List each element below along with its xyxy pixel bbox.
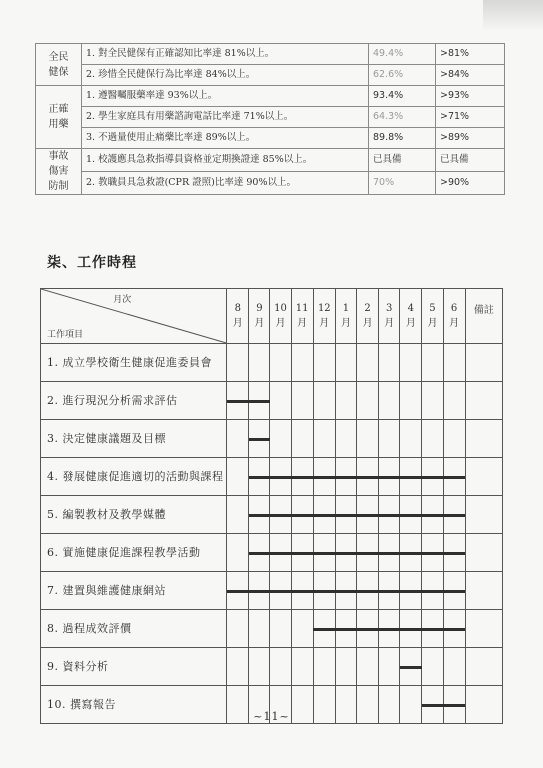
page-number: ~11~	[253, 710, 290, 723]
month-header	[379, 289, 400, 344]
month-header	[357, 289, 379, 344]
month-cell	[291, 648, 313, 686]
month-cell	[400, 420, 422, 458]
goal-row	[36, 44, 505, 65]
goal-target-value: >84%	[436, 65, 505, 86]
month-cell	[270, 382, 291, 420]
task-row	[41, 648, 503, 686]
schedule-header-row	[41, 289, 503, 344]
schedule-bar	[313, 628, 465, 631]
month-cell	[400, 382, 422, 420]
month-header-text: 月	[297, 318, 308, 329]
month-header-text: 10	[274, 303, 287, 314]
goal-item-text: 3. 不過量使用止痛藥比率達 89%以上。	[82, 128, 369, 149]
month-cell	[270, 610, 291, 648]
month-header-text: 月	[427, 318, 438, 329]
goal-category: 事故 傷害 防制	[36, 149, 82, 195]
month-cell	[291, 382, 313, 420]
month-cell	[313, 648, 335, 686]
month-cell	[227, 420, 249, 458]
month-cell	[335, 648, 356, 686]
month-cell	[443, 648, 465, 686]
month-header-text: 3	[386, 303, 393, 314]
task-label: 2. 進行現況分析需求評估	[41, 382, 227, 420]
month-header	[270, 289, 291, 344]
schedule-bar	[249, 514, 465, 517]
goal-row	[36, 65, 505, 86]
task-label: 5. 編製教材及教學媒體	[41, 496, 227, 534]
month-cell	[270, 648, 291, 686]
note-header: 備註	[465, 289, 502, 344]
goal-target-value: >89%	[436, 128, 505, 149]
corner-top-label: 月次	[113, 295, 132, 305]
month-header-text: 月	[340, 318, 351, 329]
month-cell	[291, 344, 313, 382]
month-cell	[379, 420, 400, 458]
month-header-text: 2	[364, 303, 371, 314]
month-cell	[357, 648, 379, 686]
month-cell	[291, 420, 313, 458]
corner-bottom-label: 工作項目	[47, 330, 84, 340]
goal-item-text: 1. 校護應具急救指導員資格並定期換證達 85%以上。	[82, 149, 369, 172]
goal-target-value: >71%	[436, 107, 505, 128]
month-cell	[335, 382, 356, 420]
month-header-text: 月	[405, 318, 416, 329]
task-row	[41, 382, 503, 420]
section-heading: 柒、工作時程	[47, 255, 137, 271]
month-cell	[422, 344, 443, 382]
note-cell	[465, 496, 502, 534]
month-header-text: 月	[254, 318, 265, 329]
goal-current-value: 64.3%	[369, 107, 436, 128]
goal-target-value: 已具備	[436, 149, 505, 172]
month-header-text: 12	[317, 303, 331, 314]
month-header-text: 月	[362, 318, 373, 329]
month-header	[249, 289, 270, 344]
goal-category: 正確 用藥	[36, 86, 82, 149]
schedule-bar	[249, 552, 465, 555]
goal-row	[36, 149, 505, 172]
schedule-bar	[422, 704, 465, 707]
month-cell	[249, 344, 270, 382]
month-header-text: 月	[449, 318, 460, 329]
month-cell	[422, 420, 443, 458]
month-header-text: 月	[319, 318, 330, 329]
month-cell	[227, 496, 249, 534]
task-label: 1. 成立學校衛生健康促進委員會	[41, 344, 227, 382]
month-header	[227, 289, 249, 344]
goal-category: 全民 健保	[36, 44, 82, 86]
goal-item-text: 1. 遵醫囑服藥率達 93%以上。	[82, 86, 369, 107]
goals-table	[35, 43, 505, 195]
task-label: 10. 撰寫報告	[41, 686, 227, 724]
goal-current-value: 已具備	[369, 149, 436, 172]
schedule-bar	[249, 476, 465, 479]
goal-current-value: 93.4%	[369, 86, 436, 107]
month-cell	[227, 458, 249, 496]
month-cell	[443, 344, 465, 382]
goal-current-value: 49.4%	[369, 44, 436, 65]
month-header-text: 8	[234, 303, 241, 314]
month-header-text: 5	[429, 303, 436, 314]
task-label: 3. 決定健康議題及目標	[41, 420, 227, 458]
month-cell	[335, 344, 356, 382]
note-cell	[465, 382, 502, 420]
month-header-text: 月	[275, 318, 286, 329]
month-cell	[227, 344, 249, 382]
schedule-bar	[400, 666, 422, 669]
month-header-text: 9	[256, 303, 263, 314]
month-cell	[227, 610, 249, 648]
month-cell	[422, 382, 443, 420]
goal-row	[36, 172, 505, 195]
month-header-text: 月	[232, 318, 243, 329]
task-label: 8. 過程成效評價	[41, 610, 227, 648]
note-cell	[465, 420, 502, 458]
month-header-text: 4	[407, 303, 415, 314]
scan-edge-shadow	[483, 0, 543, 32]
month-cell	[443, 382, 465, 420]
month-cell	[443, 420, 465, 458]
month-header	[313, 289, 335, 344]
month-cell	[227, 648, 249, 686]
task-row	[41, 344, 503, 382]
month-header	[400, 289, 422, 344]
goal-current-value: 89.8%	[369, 128, 436, 149]
goal-row	[36, 86, 505, 107]
note-cell	[465, 648, 502, 686]
month-header	[291, 289, 313, 344]
goal-item-text: 1. 對全民健保有正確認知比率達 81%以上。	[82, 44, 369, 65]
goal-current-value: 70%	[369, 172, 436, 195]
month-cell	[357, 344, 379, 382]
month-cell	[422, 648, 443, 686]
task-label: 6. 實施健康促進課程教學活動	[41, 534, 227, 572]
month-cell	[227, 534, 249, 572]
schedule-bar	[227, 400, 270, 403]
month-header	[335, 289, 356, 344]
month-cell	[270, 344, 291, 382]
month-cell	[357, 382, 379, 420]
month-cell	[270, 420, 291, 458]
month-cell	[335, 420, 356, 458]
month-header-text: 11	[295, 303, 309, 314]
schedule-bar	[227, 590, 465, 593]
goal-row	[36, 107, 505, 128]
note-cell	[465, 534, 502, 572]
month-cell	[379, 648, 400, 686]
goal-item-text: 2. 珍惜全民健保行為比率達 84%以上。	[82, 65, 369, 86]
schedule-table	[40, 288, 503, 724]
month-cell	[291, 610, 313, 648]
month-cell	[313, 344, 335, 382]
goal-item-text: 2. 教職員具急救證(CPR 證照)比率達 90%以上。	[82, 172, 369, 195]
note-cell	[465, 572, 502, 610]
month-cell	[249, 610, 270, 648]
month-header	[422, 289, 443, 344]
schedule-bar	[249, 438, 270, 441]
goal-current-value: 62.6%	[369, 65, 436, 86]
goal-target-value: >90%	[436, 172, 505, 195]
task-label: 4. 發展健康促進適切的活動與課程	[41, 458, 227, 496]
month-header-text: 6	[450, 303, 458, 314]
month-cell	[379, 382, 400, 420]
month-cell	[400, 344, 422, 382]
month-cell	[357, 420, 379, 458]
month-header-text: 1	[342, 303, 350, 314]
note-cell	[465, 458, 502, 496]
goal-item-text: 2. 學生家庭具有用藥諮詢電話比率達 71%以上。	[82, 107, 369, 128]
goal-target-value: >93%	[436, 86, 505, 107]
month-header-text: 月	[384, 318, 395, 329]
month-cell	[379, 344, 400, 382]
task-label: 7. 建置與維護健康網站	[41, 572, 227, 610]
corner-cell	[41, 289, 227, 344]
task-label: 9. 資料分析	[41, 648, 227, 686]
goal-target-value: >81%	[436, 44, 505, 65]
month-header	[443, 289, 465, 344]
month-cell	[249, 648, 270, 686]
month-cell	[313, 382, 335, 420]
task-row	[41, 420, 503, 458]
note-cell	[465, 344, 502, 382]
goal-row	[36, 128, 505, 149]
note-cell	[465, 610, 502, 648]
month-cell	[313, 420, 335, 458]
